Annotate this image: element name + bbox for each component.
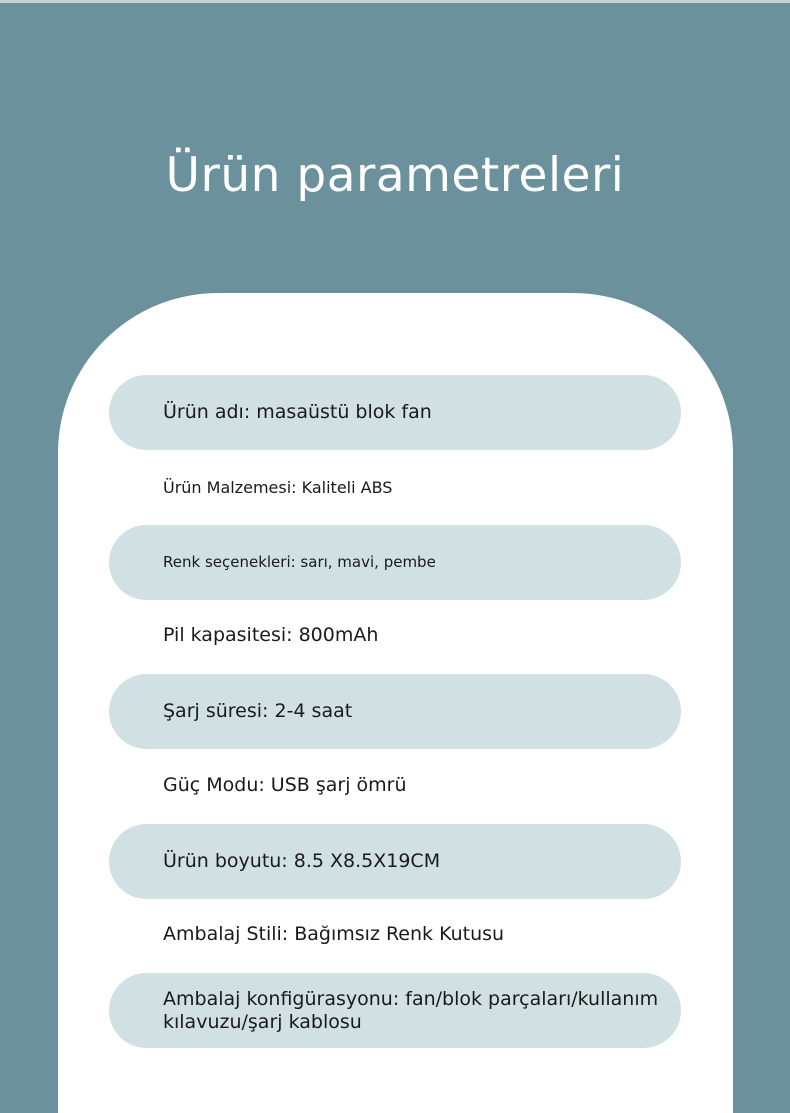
param-row-product-name: Ürün adı: masaüstü blok fan xyxy=(109,375,681,450)
page-title: Ürün parametreleri xyxy=(165,148,625,203)
param-row-product-size: Ürün boyutu: 8.5 X8.5X19CM xyxy=(109,824,681,899)
param-row-charging-time: Şarj süresi: 2-4 saat xyxy=(109,674,681,749)
param-row-color-options: Renk seçenekleri: sarı, mavi, pembe xyxy=(109,525,681,600)
top-strip xyxy=(0,0,790,3)
param-row-power-mode: Güç Modu: USB şarj ömrü xyxy=(163,774,407,796)
param-row-packaging-configuration: Ambalaj konfigürasyonu: fan/blok parçaları/kullanım kılavuzu/şarj kablosu xyxy=(109,973,681,1048)
param-row-battery-capacity: Pil kapasitesi: 800mAh xyxy=(163,624,379,646)
param-row-packaging-style: Ambalaj Stili: Bağımsız Renk Kutusu xyxy=(163,923,505,945)
param-row-material: Ürün Malzemesi: Kaliteli ABS xyxy=(163,478,393,497)
